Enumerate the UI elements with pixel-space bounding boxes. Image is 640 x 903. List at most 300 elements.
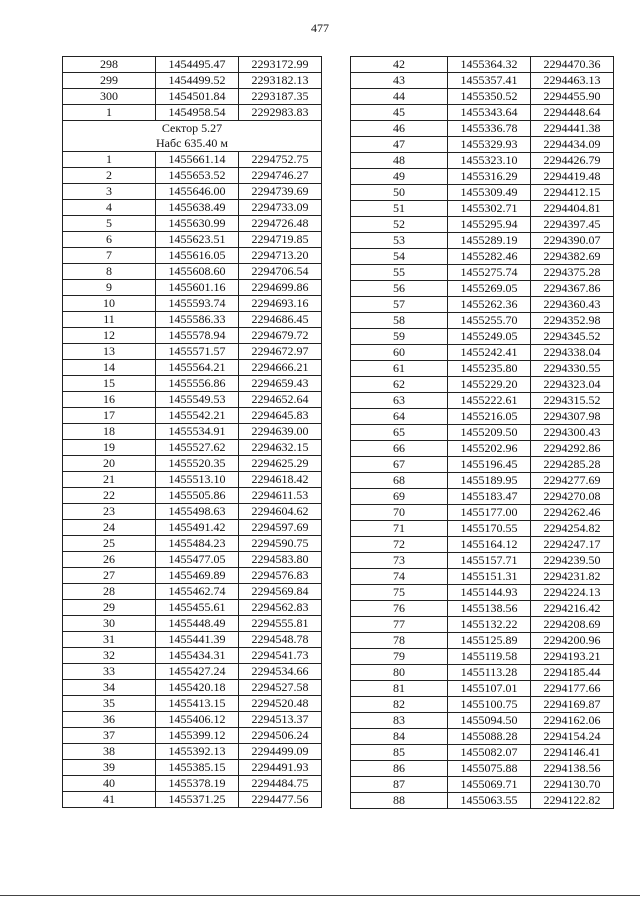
x-coordinate-cell: 1455216.05 — [448, 409, 531, 425]
x-coordinate-cell: 1455100.75 — [448, 697, 531, 713]
y-coordinate-cell: 2294441.38 — [531, 121, 614, 137]
y-coordinate-cell: 2294733.09 — [239, 200, 322, 216]
point-number-cell: 12 — [63, 328, 156, 344]
x-coordinate-cell: 1455608.60 — [156, 264, 239, 280]
x-coordinate-cell: 1455371.25 — [156, 792, 239, 808]
point-number-cell: 36 — [63, 712, 156, 728]
y-coordinate-cell: 2294224.13 — [531, 585, 614, 601]
table-row — [351, 745, 614, 761]
x-coordinate-cell: 1454499.52 — [156, 73, 239, 89]
table-row — [63, 776, 322, 792]
x-coordinate-cell: 1455616.05 — [156, 248, 239, 264]
point-number-cell: 82 — [351, 697, 448, 713]
x-coordinate-cell: 1455484.23 — [156, 536, 239, 552]
table-row — [63, 296, 322, 312]
section-header-cell — [63, 121, 322, 152]
x-coordinate-cell: 1455477.05 — [156, 552, 239, 568]
table-row — [63, 264, 322, 280]
y-coordinate-cell: 2294404.81 — [531, 201, 614, 217]
y-coordinate-cell: 2294375.28 — [531, 265, 614, 281]
point-number-cell: 50 — [351, 185, 448, 201]
point-number-cell: 69 — [351, 489, 448, 505]
table-row — [351, 489, 614, 505]
point-number-cell: 56 — [351, 281, 448, 297]
table-row — [351, 169, 614, 185]
point-number-cell: 22 — [63, 488, 156, 504]
point-number-cell: 57 — [351, 297, 448, 313]
y-coordinate-cell: 2294645.83 — [239, 408, 322, 424]
table-row — [63, 424, 322, 440]
x-coordinate-cell: 1455623.51 — [156, 232, 239, 248]
coordinates-table-right — [350, 56, 614, 809]
y-coordinate-cell: 2294604.62 — [239, 504, 322, 520]
point-number-cell: 32 — [63, 648, 156, 664]
table-row — [351, 585, 614, 601]
table-row — [63, 232, 322, 248]
page-number: 477 — [311, 21, 329, 35]
table-row — [351, 105, 614, 121]
y-coordinate-cell: 2294397.45 — [531, 217, 614, 233]
y-coordinate-cell: 2294672.97 — [239, 344, 322, 360]
x-coordinate-cell: 1455295.94 — [448, 217, 531, 233]
point-number-cell: 34 — [63, 680, 156, 696]
y-coordinate-cell: 2294491.93 — [239, 760, 322, 776]
y-coordinate-cell: 2294652.64 — [239, 392, 322, 408]
table-row — [351, 217, 614, 233]
y-coordinate-cell: 2294419.48 — [531, 169, 614, 185]
table-row — [63, 328, 322, 344]
y-coordinate-cell: 2294499.09 — [239, 744, 322, 760]
point-number-cell: 43 — [351, 73, 448, 89]
x-coordinate-cell: 1455534.91 — [156, 424, 239, 440]
y-coordinate-cell: 2294154.24 — [531, 729, 614, 745]
x-coordinate-cell: 1455578.94 — [156, 328, 239, 344]
y-coordinate-cell: 2294706.54 — [239, 264, 322, 280]
y-coordinate-cell: 2294367.86 — [531, 281, 614, 297]
table-row — [63, 248, 322, 264]
y-coordinate-cell: 2294699.86 — [239, 280, 322, 296]
point-number-cell: 10 — [63, 296, 156, 312]
point-number-cell: 45 — [351, 105, 448, 121]
x-coordinate-cell: 1455385.15 — [156, 760, 239, 776]
x-coordinate-cell: 1455357.41 — [448, 73, 531, 89]
x-coordinate-cell: 1455564.21 — [156, 360, 239, 376]
point-number-cell: 74 — [351, 569, 448, 585]
x-coordinate-cell: 1455196.45 — [448, 457, 531, 473]
x-coordinate-cell: 1455209.50 — [448, 425, 531, 441]
x-coordinate-cell: 1455520.35 — [156, 456, 239, 472]
x-coordinate-cell: 1455189.95 — [448, 473, 531, 489]
y-coordinate-cell: 2294583.80 — [239, 552, 322, 568]
right-table-rows — [351, 57, 614, 809]
footer-rule — [0, 895, 640, 896]
x-coordinate-cell: 1455593.74 — [156, 296, 239, 312]
point-number-cell: 60 — [351, 345, 448, 361]
point-number-cell: 71 — [351, 521, 448, 537]
x-coordinate-cell: 1455262.36 — [448, 297, 531, 313]
table-row — [351, 537, 614, 553]
y-coordinate-cell: 2294484.75 — [239, 776, 322, 792]
point-number-cell: 14 — [63, 360, 156, 376]
left-table-bottom-rows — [63, 152, 322, 808]
table-row — [351, 425, 614, 441]
x-coordinate-cell: 1455527.62 — [156, 440, 239, 456]
x-coordinate-cell: 1455364.32 — [448, 57, 531, 73]
point-number-cell: 19 — [63, 440, 156, 456]
point-number-cell: 39 — [63, 760, 156, 776]
y-coordinate-cell: 2294541.73 — [239, 648, 322, 664]
y-coordinate-cell: 2294352.98 — [531, 313, 614, 329]
y-coordinate-cell: 2294216.42 — [531, 601, 614, 617]
x-coordinate-cell: 1455462.74 — [156, 584, 239, 600]
table-row — [351, 345, 614, 361]
y-coordinate-cell: 2294666.21 — [239, 360, 322, 376]
point-number-cell: 59 — [351, 329, 448, 345]
table-row — [351, 409, 614, 425]
table-row — [351, 297, 614, 313]
table-row — [63, 728, 322, 744]
x-coordinate-cell: 1455119.58 — [448, 649, 531, 665]
x-coordinate-cell: 1455549.53 — [156, 392, 239, 408]
x-coordinate-cell: 1455255.70 — [448, 313, 531, 329]
y-coordinate-cell: 2294548.78 — [239, 632, 322, 648]
point-number-cell: 31 — [63, 632, 156, 648]
x-coordinate-cell: 1455323.10 — [448, 153, 531, 169]
point-number-cell: 65 — [351, 425, 448, 441]
y-coordinate-cell: 2294169.87 — [531, 697, 614, 713]
x-coordinate-cell: 1455151.31 — [448, 569, 531, 585]
y-coordinate-cell: 2294686.45 — [239, 312, 322, 328]
y-coordinate-cell: 2294527.58 — [239, 680, 322, 696]
table-row — [63, 472, 322, 488]
point-number-cell: 16 — [63, 392, 156, 408]
x-coordinate-cell: 1455601.16 — [156, 280, 239, 296]
x-coordinate-cell: 1455413.15 — [156, 696, 239, 712]
table-row — [351, 729, 614, 745]
table-row — [351, 377, 614, 393]
table-row — [63, 696, 322, 712]
table-row — [351, 153, 614, 169]
point-number-cell: 21 — [63, 472, 156, 488]
table-row — [351, 441, 614, 457]
point-number-cell: 78 — [351, 633, 448, 649]
point-number-cell: 6 — [63, 232, 156, 248]
x-coordinate-cell: 1455088.28 — [448, 729, 531, 745]
point-number-cell: 18 — [63, 424, 156, 440]
table-row — [63, 552, 322, 568]
table-row — [351, 89, 614, 105]
table-row — [351, 665, 614, 681]
x-coordinate-cell: 1455455.61 — [156, 600, 239, 616]
table-row — [63, 648, 322, 664]
table-row — [63, 376, 322, 392]
y-coordinate-cell: 2293182.13 — [239, 73, 322, 89]
table-row — [63, 568, 322, 584]
point-number-cell: 29 — [63, 600, 156, 616]
y-coordinate-cell: 2294330.55 — [531, 361, 614, 377]
x-coordinate-cell: 1455448.49 — [156, 616, 239, 632]
y-coordinate-cell: 2294285.28 — [531, 457, 614, 473]
y-coordinate-cell: 2294162.06 — [531, 713, 614, 729]
x-coordinate-cell: 1455094.50 — [448, 713, 531, 729]
y-coordinate-cell: 2294247.17 — [531, 537, 614, 553]
table-row — [63, 440, 322, 456]
y-coordinate-cell: 2294426.79 — [531, 153, 614, 169]
left-table-top-rows — [63, 57, 322, 121]
y-coordinate-cell: 2294569.84 — [239, 584, 322, 600]
point-number-cell: 46 — [351, 121, 448, 137]
point-number-cell: 52 — [351, 217, 448, 233]
x-coordinate-cell: 1455630.99 — [156, 216, 239, 232]
point-number-cell: 66 — [351, 441, 448, 457]
point-number-cell: 49 — [351, 169, 448, 185]
y-coordinate-cell: 2294277.69 — [531, 473, 614, 489]
point-number-cell: 5 — [63, 216, 156, 232]
point-number-cell: 7 — [63, 248, 156, 264]
x-coordinate-cell: 1455242.41 — [448, 345, 531, 361]
point-number-cell: 23 — [63, 504, 156, 520]
table-row — [63, 344, 322, 360]
point-number-cell: 62 — [351, 377, 448, 393]
point-number-cell: 300 — [63, 89, 156, 105]
x-coordinate-cell: 1455542.21 — [156, 408, 239, 424]
table-row — [63, 456, 322, 472]
point-number-cell: 53 — [351, 233, 448, 249]
point-number-cell: 47 — [351, 137, 448, 153]
y-coordinate-cell: 2294262.46 — [531, 505, 614, 521]
point-number-cell: 33 — [63, 664, 156, 680]
point-number-cell: 26 — [63, 552, 156, 568]
point-number-cell: 27 — [63, 568, 156, 584]
table-row — [63, 760, 322, 776]
x-coordinate-cell: 1455427.24 — [156, 664, 239, 680]
point-number-cell: 25 — [63, 536, 156, 552]
x-coordinate-cell: 1455505.86 — [156, 488, 239, 504]
table-row — [63, 152, 322, 168]
x-coordinate-cell: 1455336.78 — [448, 121, 531, 137]
x-coordinate-cell: 1455222.61 — [448, 393, 531, 409]
table-row — [63, 488, 322, 504]
table-row — [63, 105, 322, 121]
y-coordinate-cell: 2294463.13 — [531, 73, 614, 89]
x-coordinate-cell: 1455491.42 — [156, 520, 239, 536]
point-number-cell: 8 — [63, 264, 156, 280]
y-coordinate-cell: 2294739.69 — [239, 184, 322, 200]
x-coordinate-cell: 1455063.55 — [448, 793, 531, 809]
section-header-block — [63, 121, 322, 152]
y-coordinate-cell: 2294726.48 — [239, 216, 322, 232]
point-number-cell: 44 — [351, 89, 448, 105]
point-number-cell: 2 — [63, 168, 156, 184]
y-coordinate-cell: 2294434.09 — [531, 137, 614, 153]
y-coordinate-cell: 2294200.96 — [531, 633, 614, 649]
y-coordinate-cell: 2294597.69 — [239, 520, 322, 536]
x-coordinate-cell: 1455316.29 — [448, 169, 531, 185]
x-coordinate-cell: 1455177.00 — [448, 505, 531, 521]
x-coordinate-cell: 1455309.49 — [448, 185, 531, 201]
point-number-cell: 42 — [351, 57, 448, 73]
table-row — [63, 712, 322, 728]
point-number-cell: 4 — [63, 200, 156, 216]
table-row — [351, 553, 614, 569]
y-coordinate-cell: 2294659.43 — [239, 376, 322, 392]
y-coordinate-cell: 2294146.41 — [531, 745, 614, 761]
y-coordinate-cell: 2294138.56 — [531, 761, 614, 777]
y-coordinate-cell: 2294300.43 — [531, 425, 614, 441]
table-row — [63, 744, 322, 760]
x-coordinate-cell: 1455556.86 — [156, 376, 239, 392]
y-coordinate-cell: 2294345.52 — [531, 329, 614, 345]
point-number-cell: 80 — [351, 665, 448, 681]
table-row — [63, 536, 322, 552]
x-coordinate-cell: 1455107.01 — [448, 681, 531, 697]
point-number-cell: 20 — [63, 456, 156, 472]
table-row — [63, 392, 322, 408]
point-number-cell: 11 — [63, 312, 156, 328]
table-row — [63, 184, 322, 200]
y-coordinate-cell: 2294506.24 — [239, 728, 322, 744]
y-coordinate-cell: 2294390.07 — [531, 233, 614, 249]
point-number-cell: 55 — [351, 265, 448, 281]
x-coordinate-cell: 1455378.19 — [156, 776, 239, 792]
x-coordinate-cell: 1455441.39 — [156, 632, 239, 648]
x-coordinate-cell: 1455661.14 — [156, 152, 239, 168]
y-coordinate-cell: 2294625.29 — [239, 456, 322, 472]
x-coordinate-cell: 1455406.12 — [156, 712, 239, 728]
x-coordinate-cell: 1454501.84 — [156, 89, 239, 105]
table-row — [351, 505, 614, 521]
point-number-cell: 64 — [351, 409, 448, 425]
y-coordinate-cell: 2294360.43 — [531, 297, 614, 313]
table-row — [351, 649, 614, 665]
point-number-cell: 79 — [351, 649, 448, 665]
x-coordinate-cell: 1455434.31 — [156, 648, 239, 664]
point-number-cell: 41 — [63, 792, 156, 808]
y-coordinate-cell: 2294208.69 — [531, 617, 614, 633]
point-number-cell: 70 — [351, 505, 448, 521]
point-number-cell: 37 — [63, 728, 156, 744]
point-number-cell: 87 — [351, 777, 448, 793]
table-row — [63, 89, 322, 105]
point-number-cell: 85 — [351, 745, 448, 761]
y-coordinate-cell: 2293172.99 — [239, 57, 322, 73]
point-number-cell: 88 — [351, 793, 448, 809]
y-coordinate-cell: 2294555.81 — [239, 616, 322, 632]
point-number-cell: 73 — [351, 553, 448, 569]
x-coordinate-cell: 1455202.96 — [448, 441, 531, 457]
x-coordinate-cell: 1455399.12 — [156, 728, 239, 744]
x-coordinate-cell: 1455275.74 — [448, 265, 531, 281]
table-row — [351, 521, 614, 537]
y-coordinate-cell: 2294513.37 — [239, 712, 322, 728]
table-row — [351, 633, 614, 649]
x-coordinate-cell: 1455082.07 — [448, 745, 531, 761]
x-coordinate-cell: 1455235.80 — [448, 361, 531, 377]
table-row — [351, 713, 614, 729]
x-coordinate-cell: 1455586.33 — [156, 312, 239, 328]
table-row — [351, 393, 614, 409]
point-number-cell: 9 — [63, 280, 156, 296]
x-coordinate-cell: 1455498.63 — [156, 504, 239, 520]
x-coordinate-cell: 1455157.71 — [448, 553, 531, 569]
table-row — [63, 680, 322, 696]
y-coordinate-cell: 2294746.27 — [239, 168, 322, 184]
x-coordinate-cell: 1454495.47 — [156, 57, 239, 73]
x-coordinate-cell: 1455069.71 — [448, 777, 531, 793]
table-row — [351, 329, 614, 345]
table-row — [63, 216, 322, 232]
point-number-cell: 3 — [63, 184, 156, 200]
point-number-cell: 35 — [63, 696, 156, 712]
point-number-cell: 298 — [63, 57, 156, 73]
x-coordinate-cell: 1455653.52 — [156, 168, 239, 184]
y-coordinate-cell: 2294719.85 — [239, 232, 322, 248]
table-row — [351, 121, 614, 137]
y-coordinate-cell: 2294177.66 — [531, 681, 614, 697]
x-coordinate-cell: 1455249.05 — [448, 329, 531, 345]
y-coordinate-cell: 2294611.53 — [239, 488, 322, 504]
point-number-cell: 67 — [351, 457, 448, 473]
x-coordinate-cell: 1455144.93 — [448, 585, 531, 601]
x-coordinate-cell: 1455420.18 — [156, 680, 239, 696]
section-header-row — [63, 121, 322, 152]
point-number-cell: 28 — [63, 584, 156, 600]
point-number-cell: 38 — [63, 744, 156, 760]
y-coordinate-cell: 2294254.82 — [531, 521, 614, 537]
y-coordinate-cell: 2294477.56 — [239, 792, 322, 808]
table-row — [63, 504, 322, 520]
point-number-cell: 76 — [351, 601, 448, 617]
x-coordinate-cell: 1455329.93 — [448, 137, 531, 153]
y-coordinate-cell: 2294639.00 — [239, 424, 322, 440]
point-number-cell: 72 — [351, 537, 448, 553]
x-coordinate-cell: 1455269.05 — [448, 281, 531, 297]
x-coordinate-cell: 1455638.49 — [156, 200, 239, 216]
x-coordinate-cell: 1455646.00 — [156, 184, 239, 200]
table-row — [63, 664, 322, 680]
y-coordinate-cell: 2294307.98 — [531, 409, 614, 425]
x-coordinate-cell: 1455229.20 — [448, 377, 531, 393]
table-row — [351, 233, 614, 249]
x-coordinate-cell: 1455513.10 — [156, 472, 239, 488]
y-coordinate-cell: 2292983.83 — [239, 105, 322, 121]
point-number-cell: 81 — [351, 681, 448, 697]
y-coordinate-cell: 2294679.72 — [239, 328, 322, 344]
point-number-cell: 40 — [63, 776, 156, 792]
x-coordinate-cell: 1455350.52 — [448, 89, 531, 105]
table-row — [351, 281, 614, 297]
point-number-cell: 13 — [63, 344, 156, 360]
table-row — [63, 632, 322, 648]
point-number-cell: 61 — [351, 361, 448, 377]
table-row — [63, 168, 322, 184]
table-row — [351, 265, 614, 281]
x-coordinate-cell: 1455469.89 — [156, 568, 239, 584]
point-number-cell: 24 — [63, 520, 156, 536]
point-number-cell: 86 — [351, 761, 448, 777]
y-coordinate-cell: 2294239.50 — [531, 553, 614, 569]
table-row — [63, 616, 322, 632]
table-row — [351, 137, 614, 153]
point-number-cell: 1 — [63, 152, 156, 168]
y-coordinate-cell: 2294122.82 — [531, 793, 614, 809]
table-row — [351, 761, 614, 777]
y-coordinate-cell: 2294193.21 — [531, 649, 614, 665]
point-number-cell: 15 — [63, 376, 156, 392]
table-row — [63, 408, 322, 424]
point-number-cell: 77 — [351, 617, 448, 633]
x-coordinate-cell: 1455113.28 — [448, 665, 531, 681]
